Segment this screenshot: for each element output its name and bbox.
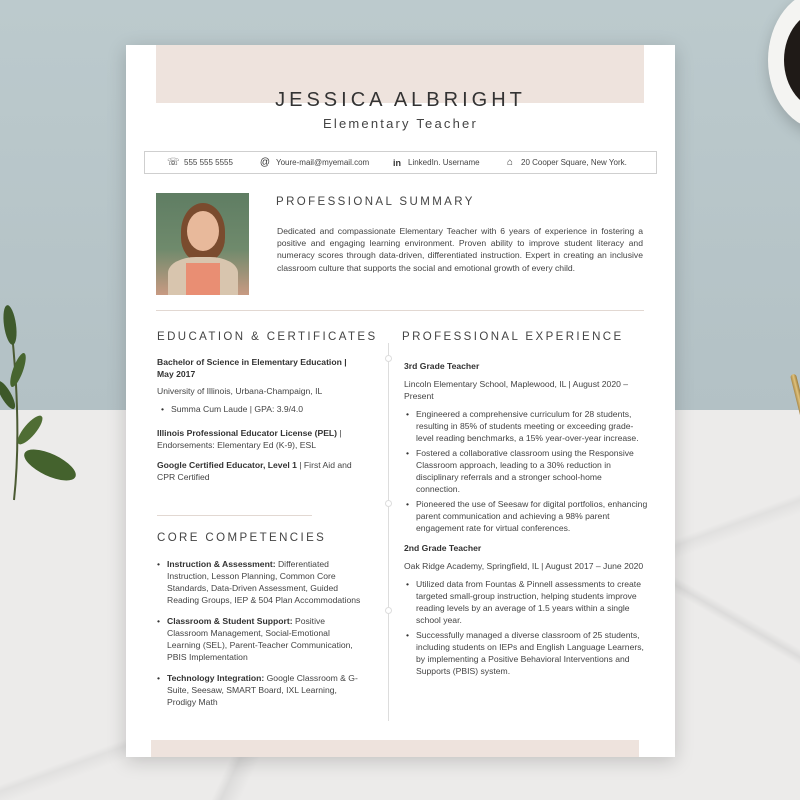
contact-bar — [144, 151, 657, 174]
summary-title: PROFESSIONAL SUMMARY — [276, 196, 475, 208]
at-icon: @ — [259, 157, 271, 168]
job-place: Oak Ridge Academy, Springfield, IL | August 2017 – June 2020 — [404, 561, 644, 571]
experience-section — [404, 360, 648, 680]
timeline-dot — [385, 607, 392, 614]
contact-address: ⌂ 20 Cooper Square, New York. — [504, 157, 627, 168]
degree: Bachelor of Science in Elementary Education | May 2017 — [157, 357, 347, 379]
timeline-dot — [385, 355, 392, 362]
competencies-list — [157, 558, 362, 708]
job-bullet: • Fostered a collaborative classroom using the Responsive Classroom approach, leading to a 30% reduction in disciplinary referrals and a stronger school-home connection. — [406, 447, 648, 495]
footer-band — [151, 740, 639, 757]
competencies-title: CORE COMPETENCIES — [157, 532, 327, 544]
certificate-pel: Illinois Professional Educator License (PEL) | Endorsements: Elementary Ed (K-9), ESL — [157, 428, 342, 450]
education-divider — [157, 515, 312, 516]
job-bullets — [404, 578, 648, 677]
job-place: Lincoln Elementary School, Maplewood, IL | August 2020 – Present — [404, 379, 629, 401]
phone-icon: ☏ — [167, 157, 180, 168]
timeline-line — [388, 343, 389, 721]
competency-item: • Classroom & Student Support: Positive Classroom Management, Social-Emotional Learning (SEL), Parent-Teacher Communication, PBIS Implementation — [157, 615, 362, 663]
certificate-google: Google Certified Educator, Level 1 | First Aid and CPR Certified — [157, 460, 352, 482]
job-bullet: • Pioneered the use of Seesaw for digital portfolios, enhancing parent communication and achieving a 98% parent engagement rate for virtual conferences. — [406, 498, 648, 534]
linkedin-icon: in — [393, 157, 401, 168]
contact-phone: ☏ 555 555 5555 — [167, 157, 233, 168]
experience-title: PROFESSIONAL EXPERIENCE — [402, 331, 624, 343]
competency-item: • Instruction & Assessment: Differentiated Instruction, Lesson Planning, Common Core Standards, Data-Driven Assessment, Guided Reading Groups, IEP & 504 Plan Accommodations — [157, 558, 362, 606]
resume-page — [126, 45, 675, 757]
education-title: EDUCATION & CERTIFICATES — [157, 331, 378, 343]
job-bullet: • Engineered a comprehensive curriculum for 28 students, resulting in 85% of students meeting or exceeding grade-level reading benchmarks, a 15% year-over-year increase. — [406, 408, 648, 444]
job-bullet: • Utilized data from Fountas & Pinnell assessments to create targeted small-group instruction, helping students improve reading levels by an average of 1.5 years within a single school year. — [406, 578, 648, 626]
summary-text: Dedicated and compassionate Elementary Teacher with 6 years of experience in fostering a positive and engaging learning environment. Proven ability to improve student literacy and numeracy scores through data-driven, differentiated instruction. Expert in creating an inclusive classroom culture that supports the social and emotional growth of every child. — [277, 226, 643, 273]
candidate-role: Elementary Teacher — [323, 116, 478, 131]
summary-divider — [156, 310, 644, 311]
coffee — [784, 10, 800, 110]
job-title: 2nd Grade Teacher — [404, 543, 482, 553]
competencies-section — [157, 558, 362, 711]
candidate-name: JESSICA ALBRIGHT — [275, 89, 526, 111]
job-bullets — [404, 408, 648, 534]
home-icon: ⌂ — [506, 157, 514, 168]
contact-email: @ Youre-mail@myemail.com — [259, 157, 370, 168]
plant-sprig — [0, 295, 90, 505]
job-bullet: • Successfully managed a diverse classroom of 25 students, including students on IEPs and English Language Learners, by implementing a Positive Behavioral Interventions and Supports (PBIS) system. — [406, 629, 648, 677]
profile-photo — [156, 193, 249, 295]
contact-linkedin: in LinkedIn. Username — [393, 157, 480, 168]
honor-item: • Summa Cum Laude | GPA: 3.9/4.0 — [161, 403, 362, 415]
timeline-dot — [385, 500, 392, 507]
job-title: 3rd Grade Teacher — [404, 361, 480, 371]
school: University of Illinois, Urbana-Champaign, IL — [157, 386, 323, 396]
honors-list — [157, 403, 362, 415]
competency-item: • Technology Integration: Google Classroom & G-Suite, Seesaw, SMART Board, IXL Learning, Prodigy Math — [157, 672, 362, 708]
education-section — [157, 356, 362, 483]
